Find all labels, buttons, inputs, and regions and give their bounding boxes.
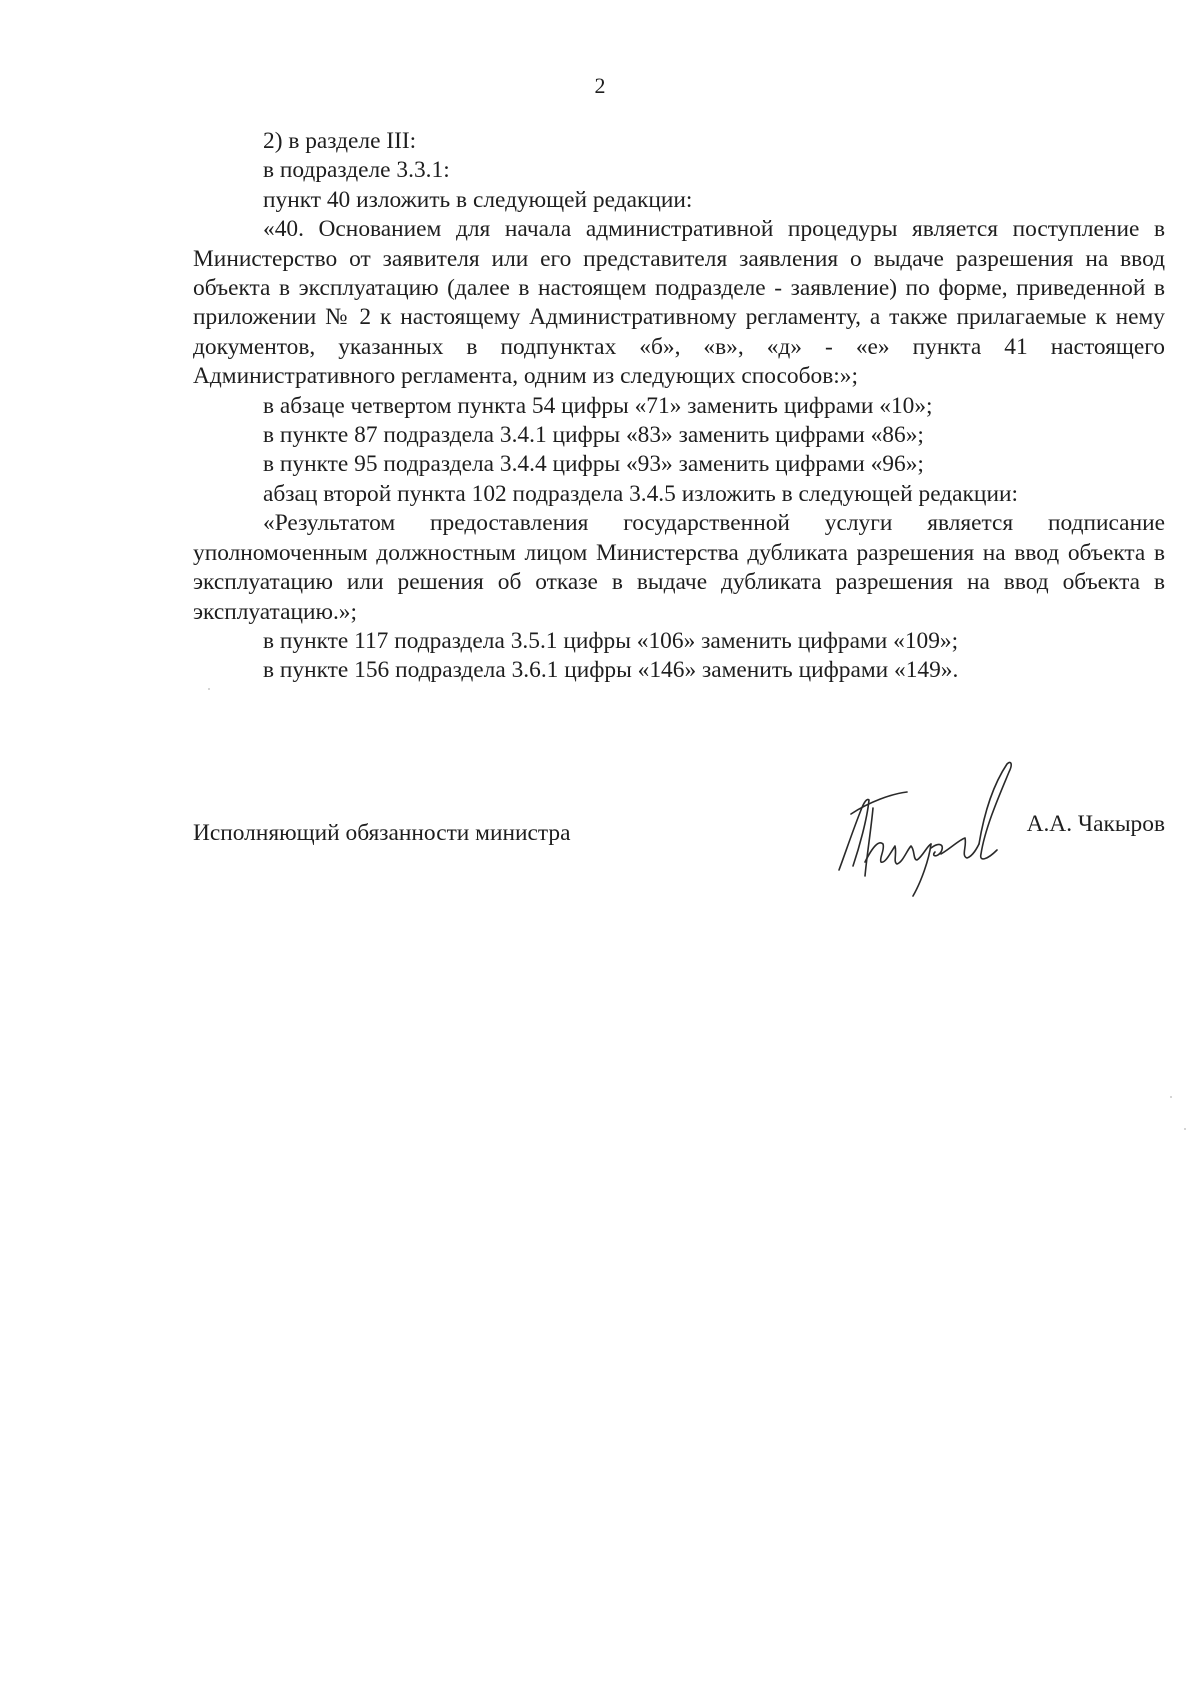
handwritten-signature xyxy=(821,758,1041,898)
paragraph-point-54-change: в абзаце четвертом пункта 54 цифры «71» заменить цифрами «10»; xyxy=(263,392,933,419)
paragraph-section-heading: 2) в разделе III: xyxy=(263,128,417,154)
paragraph-point-156-change: в пункте 156 подраздела 3.6.1 цифры «146» заменить цифрами «149». xyxy=(263,657,959,684)
page-number: 2 xyxy=(594,73,606,98)
signature-block xyxy=(193,758,1165,898)
paragraph-point-117-change: в пункте 117 подраздела 3.5.1 цифры «106» заменить цифрами «109»; xyxy=(263,627,959,654)
paragraph-point-102-intro: абзац второй пункта 102 подраздела 3.4.5 изложить в следующей редакции: xyxy=(263,480,1018,507)
paragraph-point-40-intro: пункт 40 изложить в следующей редакции: xyxy=(263,186,693,213)
paragraph-point-40-text: «40. Основанием для начала административной процедуры является поступление в Министерство от заявителя или его представителя заявления о выдаче разрешения на ввод объекта в эксплуатацию (далее в настоящем подразделе - заявление) по форме, приведенной в приложении № 2 к настоящему Административному регламенту, а также прилагаемые к нему документов, указанных в подпунктах «б», «в», «д» - «е» пункта 41 настоящего Административного регламента, одним из следующих способов:»; xyxy=(193,216,1165,390)
paragraph-point-87-change: в пункте 87 подраздела 3.4.1 цифры «83» заменить цифрами «86»; xyxy=(263,422,924,449)
signer-role: Исполняющий обязанности министра xyxy=(193,820,571,846)
paragraph-subsection-heading: в подразделе 3.3.1: xyxy=(263,157,450,184)
document-body xyxy=(193,127,1165,686)
paragraph-point-102-text: «Результатом предоставления государственной услуги является подписание уполномоченным должностным лицом Министерства дубликата разрешения на ввод объекта в эксплуатацию или решения об отказе в выдаче дубликата разрешения на ввод объекта в эксплуатацию.»; xyxy=(193,510,1165,625)
paragraph-point-95-change: в пункте 95 подраздела 3.4.4 цифры «93» заменить цифрами «96»; xyxy=(263,451,924,478)
scan-speck xyxy=(208,688,210,690)
scan-speck xyxy=(1184,1128,1186,1130)
scan-speck xyxy=(1170,1096,1172,1098)
signer-name: А.А. Чакыров xyxy=(1026,811,1165,837)
